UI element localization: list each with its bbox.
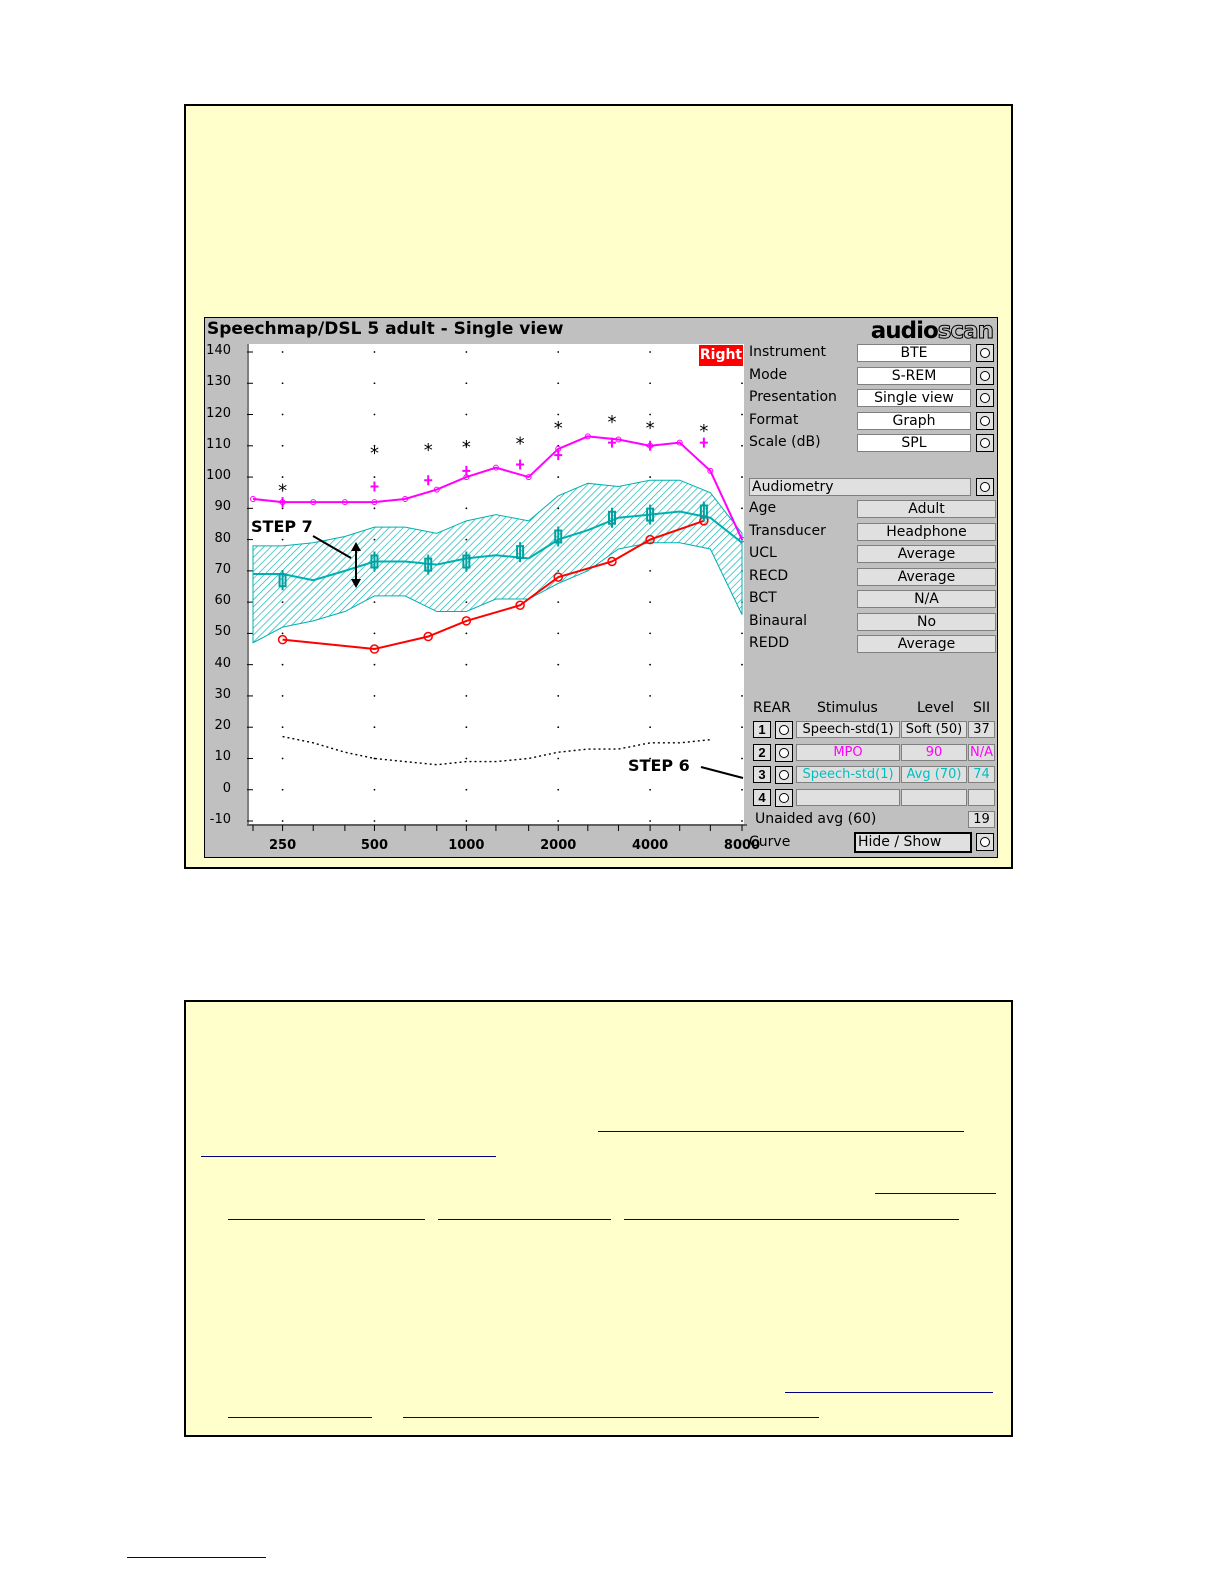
link-line-4[interactable] xyxy=(228,1219,425,1220)
grid-dot xyxy=(649,382,651,384)
ucl-asterisk: * xyxy=(553,418,563,440)
mpo-target xyxy=(370,481,378,491)
grid-dot xyxy=(374,414,376,416)
audio-label: UCL xyxy=(749,545,777,561)
grid-dot xyxy=(649,726,651,728)
ucl-asterisk: * xyxy=(278,480,288,502)
logo-text-b: scan xyxy=(937,318,993,344)
audio-value: Average xyxy=(857,545,996,563)
grid-dot xyxy=(374,601,376,603)
audio-value: Average xyxy=(857,568,996,586)
audio-label: BCT xyxy=(749,590,777,606)
step7-label: STEP 7 xyxy=(251,517,313,536)
grid-dot xyxy=(741,789,743,791)
grid-dot xyxy=(282,539,284,541)
grid-dot xyxy=(465,726,467,728)
grid-dot xyxy=(649,601,651,603)
grid-dot xyxy=(741,633,743,635)
grid-dot xyxy=(282,789,284,791)
panel-value[interactable]: SPL xyxy=(857,434,971,452)
rear-header: Level xyxy=(917,700,954,716)
rear-stimulus[interactable]: Speech-std(1) xyxy=(796,766,900,783)
mpo-target xyxy=(424,475,432,485)
link-line-8[interactable] xyxy=(228,1417,372,1418)
audio-value: Headphone xyxy=(857,523,996,541)
grid-dot xyxy=(282,351,284,353)
y-tick-label: 0 xyxy=(222,780,231,796)
grid-dot xyxy=(741,476,743,478)
knob-icon[interactable] xyxy=(976,833,994,851)
panel-value[interactable]: Graph xyxy=(857,412,971,430)
rear-number[interactable]: 1 xyxy=(753,721,771,738)
x-tick-label: 250 xyxy=(269,838,297,853)
ucl-asterisk: * xyxy=(699,421,709,443)
grid-dot xyxy=(649,789,651,791)
grid-dot xyxy=(649,664,651,666)
audio-label: Age xyxy=(749,500,777,516)
grid-dot xyxy=(557,382,559,384)
panel-label: Scale (dB) xyxy=(749,434,821,450)
panel-value[interactable]: S-REM xyxy=(857,367,971,385)
y-tick-label: -10 xyxy=(209,812,231,827)
y-tick-label: 100 xyxy=(206,468,231,484)
curve-label: Curve xyxy=(749,834,791,850)
grid-dot xyxy=(282,726,284,728)
panel-label: Mode xyxy=(749,366,788,383)
audiometry-button[interactable]: Audiometry xyxy=(749,478,971,496)
grid-dot xyxy=(557,789,559,791)
grid-dot xyxy=(374,664,376,666)
y-tick-label: 90 xyxy=(214,499,231,515)
link-line-9[interactable] xyxy=(403,1417,819,1418)
x-tick-label: 1000 xyxy=(448,838,485,853)
y-tick-label: 140 xyxy=(206,343,231,358)
audio-label: Transducer xyxy=(749,522,826,539)
y-tick-label: 40 xyxy=(214,655,231,671)
rear-sii: N/A xyxy=(970,744,993,760)
link-line-7[interactable] xyxy=(785,1392,993,1393)
grid-dot xyxy=(282,476,284,478)
x-tick-label: 500 xyxy=(360,838,389,853)
grid-dot xyxy=(374,726,376,728)
grid-dot xyxy=(374,382,376,384)
speech-band xyxy=(253,480,742,643)
audio-label: REDD xyxy=(749,635,790,651)
grid-dot xyxy=(465,820,467,822)
panel-value[interactable]: BTE xyxy=(857,344,971,362)
grid-dot xyxy=(374,476,376,478)
grid-dot xyxy=(649,414,651,416)
speechmap-graph[interactable] xyxy=(247,344,744,824)
grid-dot xyxy=(741,664,743,666)
ucl-asterisk: * xyxy=(461,436,471,458)
verifit-window xyxy=(204,317,998,858)
link-line-2[interactable] xyxy=(201,1156,496,1157)
grid-dot xyxy=(465,382,467,384)
grid-dot xyxy=(649,570,651,572)
panel-label: Instrument xyxy=(749,344,827,360)
rear-number[interactable]: 4 xyxy=(753,789,771,806)
panel-label: Format xyxy=(749,411,799,428)
knob-icon[interactable] xyxy=(976,389,994,407)
rear-sii: 37 xyxy=(968,721,995,738)
rear-level: Avg (70) xyxy=(901,766,967,783)
grid-dot xyxy=(741,695,743,697)
knob-icon[interactable] xyxy=(976,412,994,430)
knob-icon[interactable] xyxy=(976,367,994,385)
grid-dot xyxy=(741,507,743,509)
rear-header: Stimulus xyxy=(817,700,878,716)
panel-value[interactable]: Single view xyxy=(857,389,971,407)
knob-icon[interactable] xyxy=(775,744,793,762)
ucl-asterisk: * xyxy=(423,439,433,461)
grid-dot xyxy=(649,633,651,635)
grid-dot xyxy=(374,633,376,635)
avg-target xyxy=(555,526,561,546)
grid-dot xyxy=(557,414,559,416)
rear-header: SII xyxy=(973,700,991,716)
grid-dot xyxy=(649,476,651,478)
title-bar xyxy=(205,318,997,344)
grid-dot xyxy=(465,758,467,760)
x-tick-label: 4000 xyxy=(632,838,669,853)
unaided-label: Unaided avg (60) xyxy=(755,811,877,827)
grid-dot xyxy=(557,758,559,760)
grid-dot xyxy=(282,414,284,416)
grid-dot xyxy=(741,820,743,822)
audioscan-logo xyxy=(871,318,993,344)
grid-dot xyxy=(557,664,559,666)
rear-sii: 74 xyxy=(968,766,995,783)
grid-dot xyxy=(282,695,284,697)
y-tick-label: 130 xyxy=(206,374,231,390)
rear-stimulus[interactable]: Speech-std(1) xyxy=(796,721,900,738)
audio-value: N/A xyxy=(857,590,996,608)
knob-icon[interactable] xyxy=(775,721,793,739)
grid-dot xyxy=(649,695,651,697)
grid-dot xyxy=(465,633,467,635)
audio-value: Average xyxy=(857,635,996,653)
grid-dot xyxy=(282,758,284,760)
knob-icon[interactable] xyxy=(775,789,793,807)
step6-label: STEP 6 xyxy=(628,756,690,775)
grid-dot xyxy=(282,507,284,509)
unaided-value: 19 xyxy=(968,811,995,828)
y-tick-label: 50 xyxy=(214,624,231,640)
rear-stimulus[interactable] xyxy=(796,789,900,806)
rear-sii xyxy=(968,789,995,806)
grid-dot xyxy=(465,789,467,791)
chart-svg xyxy=(247,344,744,824)
rear-level: 90 xyxy=(901,744,967,761)
curve-button[interactable]: Hide / Show xyxy=(854,832,972,853)
y-tick-label: 110 xyxy=(206,436,231,452)
grid-dot xyxy=(557,820,559,822)
grid-dot xyxy=(374,695,376,697)
ear-badge[interactable]: Right xyxy=(699,345,743,366)
grid-dot xyxy=(465,351,467,353)
grid-dot xyxy=(557,601,559,603)
rear-level: Soft (50) xyxy=(901,721,967,738)
y-tick-label: 30 xyxy=(214,686,231,702)
mpo-target xyxy=(462,466,470,476)
rear-stimulus[interactable]: MPO xyxy=(796,744,900,761)
knob-icon[interactable] xyxy=(976,434,994,452)
y-tick-label: 70 xyxy=(214,561,231,577)
y-tick-label: 60 xyxy=(214,593,231,609)
ucl-asterisk: * xyxy=(607,411,617,433)
grid-dot xyxy=(282,633,284,635)
grid-dot xyxy=(374,507,376,509)
grid-dot xyxy=(465,414,467,416)
rear-level xyxy=(901,789,967,806)
ucl-asterisk: * xyxy=(515,433,525,455)
ucl-asterisk: * xyxy=(369,443,379,465)
y-tick-label: 80 xyxy=(214,530,231,546)
x-tick-label: 2000 xyxy=(540,838,577,853)
rear-header: REAR xyxy=(753,700,791,716)
grid-dot xyxy=(557,476,559,478)
grid-dot xyxy=(374,820,376,822)
grid-dot xyxy=(374,351,376,353)
grid-dot xyxy=(741,382,743,384)
audio-value: Adult xyxy=(857,500,996,518)
panel-label: Presentation xyxy=(749,389,837,405)
grid-dot xyxy=(465,507,467,509)
grid-dot xyxy=(282,382,284,384)
grid-dot xyxy=(465,695,467,697)
footnote-link[interactable] xyxy=(127,1557,266,1558)
grid-dot xyxy=(282,664,284,666)
knob-icon[interactable] xyxy=(976,344,994,362)
rear-number[interactable]: 3 xyxy=(753,766,771,783)
rear-number[interactable]: 2 xyxy=(753,744,771,761)
grid-dot xyxy=(374,789,376,791)
grid-dot xyxy=(741,414,743,416)
mpo-target xyxy=(646,441,654,451)
knob-icon[interactable] xyxy=(976,478,994,496)
link-line-6[interactable] xyxy=(624,1219,959,1220)
avg-target xyxy=(647,505,653,525)
grid-dot xyxy=(741,445,743,447)
knob-icon[interactable] xyxy=(775,766,793,784)
y-tick-label: 120 xyxy=(206,405,231,421)
grid-dot xyxy=(557,695,559,697)
grid-dot xyxy=(282,820,284,822)
grid-dot xyxy=(557,633,559,635)
mpo-target xyxy=(516,460,524,470)
grid-dot xyxy=(741,726,743,728)
audio-label: Binaural xyxy=(749,612,808,629)
grid-dot xyxy=(465,664,467,666)
window-title: Speechmap/DSL 5 adult - Single view xyxy=(207,319,564,339)
grid-dot xyxy=(282,445,284,447)
x-axis-ticks xyxy=(247,824,747,838)
y-tick-label: 20 xyxy=(214,718,231,734)
y-tick-label: 10 xyxy=(214,749,231,765)
grid-dot xyxy=(649,351,651,353)
link-line-1[interactable] xyxy=(598,1131,964,1132)
grid-dot xyxy=(557,351,559,353)
grid-dot xyxy=(649,820,651,822)
link-line-3[interactable] xyxy=(875,1193,996,1194)
link-line-5[interactable] xyxy=(438,1219,611,1220)
ucl-asterisk: * xyxy=(645,418,655,440)
x-tick-label: 8000 xyxy=(723,838,761,853)
grid-dot xyxy=(741,758,743,760)
grid-dot xyxy=(557,726,559,728)
logo-text-a: audio xyxy=(870,318,938,344)
audio-value: No xyxy=(857,613,996,631)
audio-label: RECD xyxy=(749,567,789,584)
